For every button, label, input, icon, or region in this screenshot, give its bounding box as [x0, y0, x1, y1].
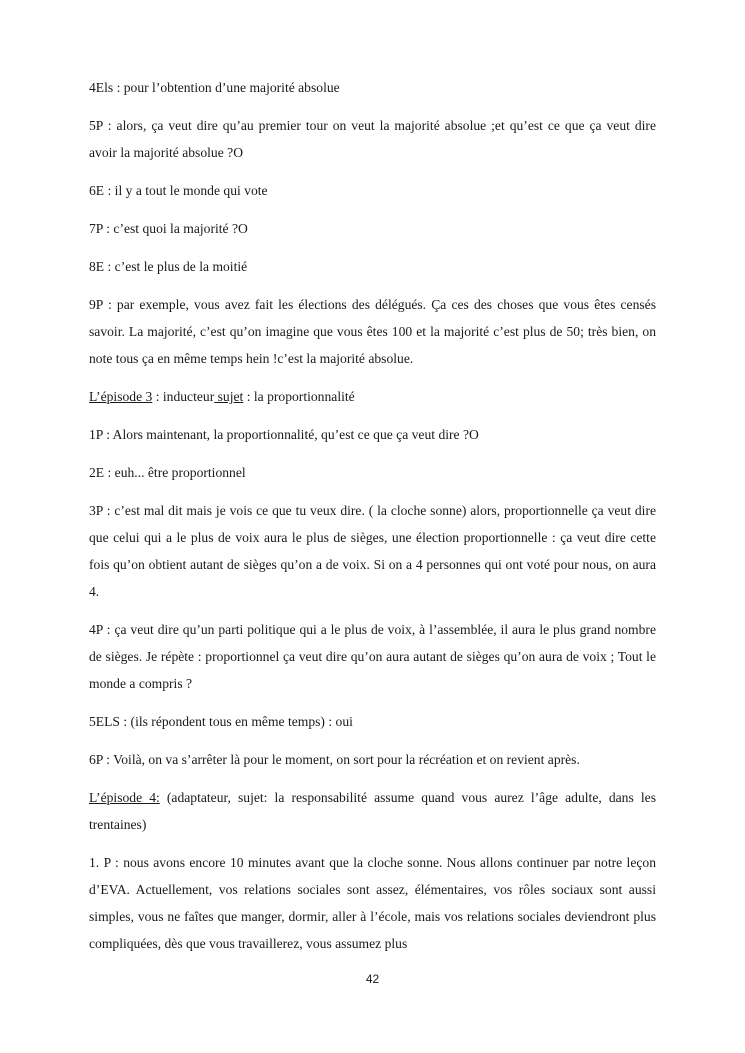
page-number: 42	[365, 972, 380, 986]
episode-4-heading	[89, 784, 656, 838]
paragraph: 6E : il y a tout le monde qui vote	[89, 183, 268, 198]
episode-4-rest: (adaptateur, sujet: la responsabilité assume quand vous aurez l’âge adulte, dans les trentaines)	[89, 790, 656, 832]
document-body	[89, 74, 656, 957]
paragraph: 1. P : nous avons encore 10 minutes avant que la cloche sonne. Nous allons continuer par notre leçon d’EVA. Actuellement, vos relations sociales sont assez, élémentaires, vos rôles sociaux sont aussi simples, vous ne faîtes que manger, dormir, aller à l’école, mais vos relations sociales deviendront plus compliquées, dès que vous travaillerez, vous assumez plus	[89, 855, 656, 951]
paragraph: 3P : c’est mal dit mais je vois ce que tu veux dire. ( la cloche sonne) alors, proportionnelle ça veut dire que celui qui a le plus de voix aura le plus de sièges, une élection proportionnelle : ça veut dire cette fois qu’on obtient autant de sièges qu’on a de voix. Si on a 4 personnes qui ont voté pour nous, on aura 4.	[89, 503, 656, 599]
paragraph: 1P : Alors maintenant, la proportionnalité, qu’est ce que ça veut dire ?O	[89, 427, 479, 442]
episode-3-separator: : inducteur	[152, 389, 215, 404]
paragraph: 6P : Voilà, on va s’arrêter là pour le moment, on sort pour la récréation et on revient après.	[89, 752, 580, 767]
paragraph: 8E : c’est le plus de la moitié	[89, 259, 248, 274]
paragraph: 2E : euh... être proportionnel	[89, 465, 246, 480]
episode-3-rest: : la proportionnalité	[243, 389, 355, 404]
paragraph: 7P : c’est quoi la majorité ?O	[89, 221, 248, 236]
episode-3-sujet: sujet	[214, 389, 244, 404]
paragraph: 5P : alors, ça veut dire qu’au premier tour on veut la majorité absolue ;et qu’est ce que ça veut dire avoir la majorité absolue ?O	[89, 118, 656, 160]
episode-3-heading	[89, 383, 656, 410]
paragraph: 4P : ça veut dire qu’un parti politique qui a le plus de voix, à l’assemblée, il aura le plus grand nombre de sièges. Je répète : proportionnel ça veut dire qu’on aura autant de sièges qu’on aura de voix ; Tout le monde a compris ?	[89, 622, 656, 691]
paragraph: 5ELS : (ils répondent tous en même temps) : oui	[89, 714, 353, 729]
episode-3-title: L’épisode 3	[89, 389, 153, 404]
paragraph: 4Els : pour l’obtention d’une majorité absolue	[89, 80, 340, 95]
episode-4-title: L’épisode 4:	[89, 790, 160, 805]
paragraph: 9P : par exemple, vous avez fait les élections des délégués. Ça ces des choses que vous êtes censés savoir. La majorité, c’est qu’on imagine que vous êtes 100 et la majorité c’est plus de 50; très bien, on note tous ça en même temps hein !c’est la majorité absolue.	[89, 297, 656, 366]
